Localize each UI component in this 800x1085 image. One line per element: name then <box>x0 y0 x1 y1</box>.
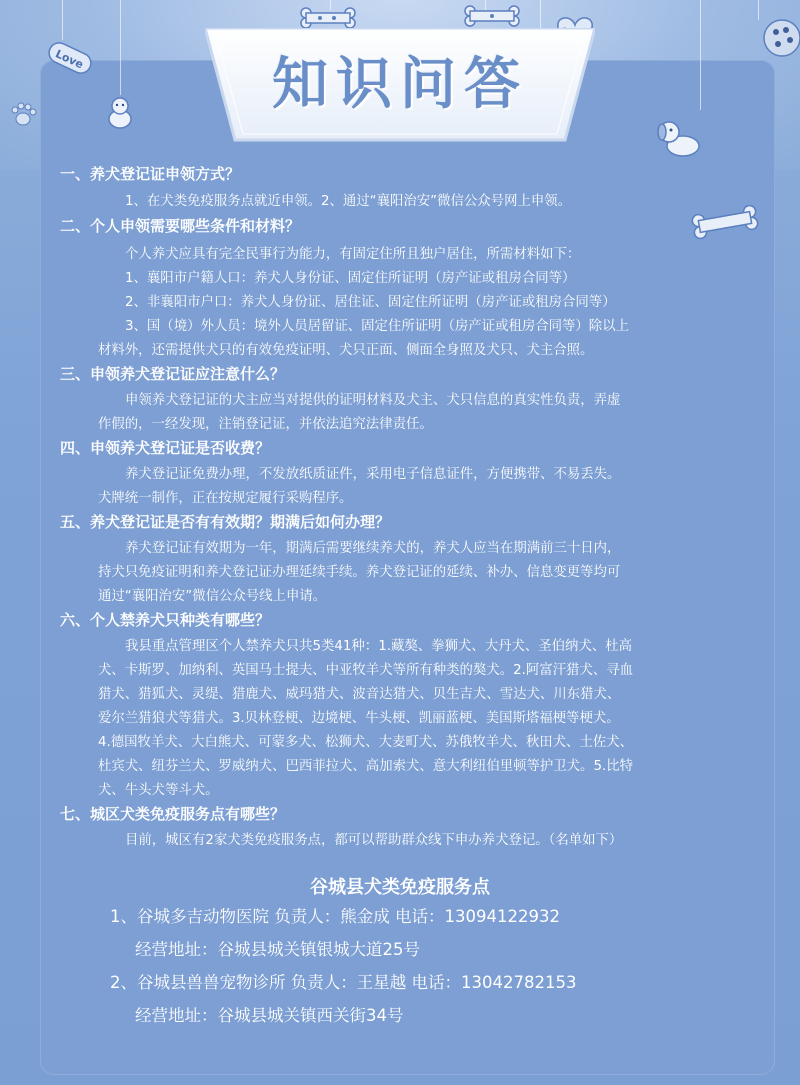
answer-line: 1、在犬类免疫服务点就近申领。2、通过“襄阳治安”微信公众号网上申领。 <box>125 194 572 209</box>
bone-icon <box>690 205 760 239</box>
question-heading: 四、申领养犬登记证是否收费？ <box>60 439 271 457</box>
answer-line: 猎犬、猎狐犬、灵缇、猎鹿犬、威玛猎犬、波音达猎犬、贝生吉犬、雪达犬、川东猎犬、 <box>98 687 621 702</box>
answer-line: 通过“襄阳治安”微信公众号线上申请。 <box>98 589 327 604</box>
answer-line: 持犬只免疫证明和养犬登记证办理延续手续。养犬登记证的延续、补办、信息变更等均可 <box>98 565 621 580</box>
service-points-title: 谷城县犬类免疫服务点 <box>310 877 490 898</box>
svg-text:Love: Love <box>53 47 86 72</box>
answer-line: 材料外，还需提供犬只的有效免疫证明、犬只正面、侧面全身照及犬只、犬主合照。 <box>98 343 594 358</box>
bone-icon <box>298 6 358 30</box>
question-heading: 二、个人申领需要哪些条件和材料？ <box>60 217 301 235</box>
question-heading: 一、养犬登记证申领方式？ <box>60 165 241 183</box>
answer-line: 犬、牛头犬等斗犬。 <box>98 783 219 798</box>
question-heading: 六、个人禁养犬只种类有哪些？ <box>60 611 271 629</box>
answer-line: 2、非襄阳市户口：养犬人身份证、居住证、固定住所证明（房产证或租房合同等） <box>125 295 616 310</box>
answer-line: 目前，城区有2家犬类免疫服务点，都可以帮助群众线下申办养犬登记。（名单如下） <box>125 833 623 848</box>
answer-line: 爱尔兰猎狼犬等猎犬。3.贝林登梗、边境梗、牛头梗、凯丽蓝梗、美国斯塔福梗等梗犬。 <box>98 711 620 726</box>
service-point-info: 2、谷城县兽兽宠物诊所 负责人：王星越 电话：13042782153 <box>110 973 577 992</box>
answer-line: 养犬登记证免费办理，不发放纸质证件，采用电子信息证件，方便携带、不易丢失。 <box>125 467 621 482</box>
answer-line: 我县重点管理区个人禁养犬只共5类41种：1.藏獒、拳狮犬、大丹犬、圣伯纳犬、杜高 <box>125 639 633 654</box>
answer-line: 作假的，一经发现，注销登记证，并依法追究法律责任。 <box>98 417 433 432</box>
service-point-address: 经营地址：谷城县城关镇银城大道25号 <box>135 940 420 959</box>
answer-line: 犬、卡斯罗、加纳利、英国马士提夫、中亚牧羊犬等所有种类的獒犬。2.阿富汗猎犬、寻血 <box>98 663 634 678</box>
answer-line: 个人养犬应具有完全民事行为能力，有固定住所且独户居住，所需材料如下： <box>125 247 581 262</box>
bone-icon <box>462 4 522 28</box>
service-point-info: 1、谷城多吉动物医院 负责人：熊金成 电话：13094122932 <box>110 907 560 926</box>
answer-line: 杜宾犬、纽芬兰犬、罗威纳犬、巴西菲拉犬、高加索犬、意大利纽伯里顿等护卫犬。5.比特 <box>98 759 634 774</box>
service-point-address: 经营地址：谷城县城关镇西关街34号 <box>135 1006 404 1025</box>
answer-line: 申领养犬登记证的犬主应当对提供的证明材料及犬主、犬只信息的真实性负责，弄虚 <box>125 393 621 408</box>
answer-line: 4.德国牧羊犬、大白熊犬、可蒙多犬、松狮犬、大麦町犬、苏俄牧羊犬、秋田犬、土佐犬、 <box>98 735 634 750</box>
question-heading: 五、养犬登记证是否有有效期？期满后如何办理？ <box>60 513 391 531</box>
answer-line: 犬牌统一制作，正在按规定履行采购程序。 <box>98 491 353 506</box>
page-title: 知识问答 <box>272 51 528 117</box>
answer-line: 3、国（境）外人员：境外人员居留证、固定住所证明（房产证或租房合同等）除以上 <box>125 319 629 334</box>
answer-line: 1、襄阳市户籍人口：养犬人身份证、固定住所证明（房产证或租房合同等） <box>125 271 576 286</box>
question-heading: 三、申领养犬登记证应注意什么？ <box>60 365 286 383</box>
question-heading: 七、城区犬类免疫服务点有哪些？ <box>60 805 286 823</box>
answer-line: 养犬登记证有效期为一年，期满后需要继续养犬的，养犬人应当在期满前三十日内， <box>125 541 621 556</box>
